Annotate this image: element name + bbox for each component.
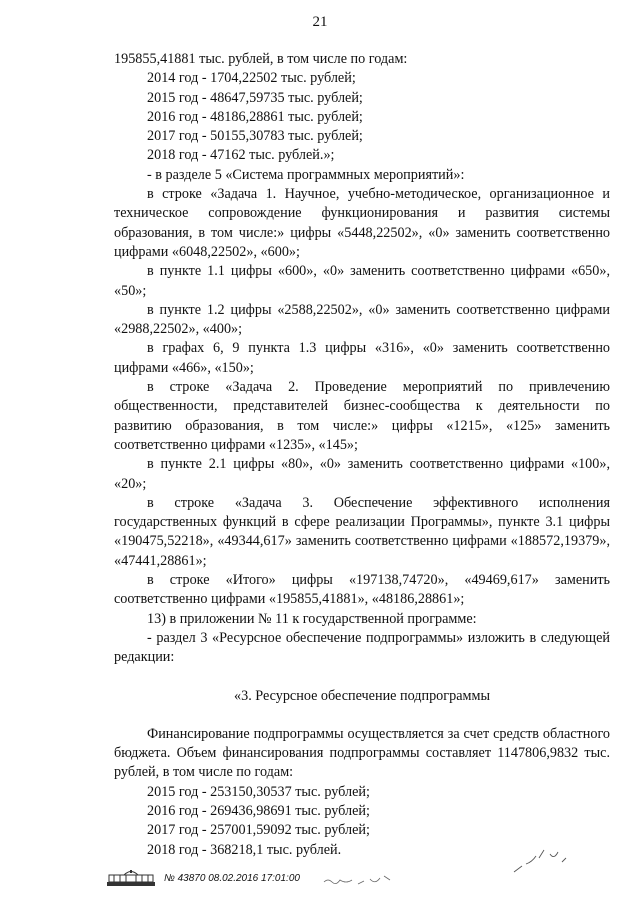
paragraph: в строке «Задача 1. Научное, учебно-методическое, организационное и техническое сопровождение функционирования и развития системы образования, в том числе:» цифры «5448,22502», «0» заменить соответственно цифрами «6048,22502», «600»; xyxy=(114,186,610,260)
paragraph: в пункте 2.1 цифры «80», «0» заменить соответственно цифрами «100», «20»; xyxy=(114,456,610,492)
paragraph: 2017 год - 50155,30783 тыс. рублей; xyxy=(147,128,363,145)
paragraph: в пункте 1.2 цифры «2588,22502», «0» заменить соответственно цифрами «2988,22502», «400»; xyxy=(114,301,610,338)
paragraph: в строке «Задача 3. Обеспечение эффективного исполнения государственных функций в сфере реализации Программы», пункте 3.1 цифры «190475,52218», «49344,617» заменить соответственно цифрами «188572,19379», «47441,28861»; xyxy=(114,494,610,569)
paragraph: 2014 год - 1704,22502 тыс. рублей; xyxy=(147,70,356,87)
paragraph: 2015 год - 253150,30537 тыс. рублей; xyxy=(147,783,370,800)
paragraph: Финансирование подпрограммы осуществляется за счет средств областного бюджета. Объем финансирования подпрограммы составляет 1147806,9832 тыс. рублей, в том числе по годам: xyxy=(114,725,610,781)
paragraph: в графах 6, 9 пункта 1.3 цифры «316», «0» заменить соответственно цифрами «466», «150»; xyxy=(114,340,610,376)
paragraph: 2017 год - 257001,59092 тыс. рублей; xyxy=(147,822,370,839)
parliament-building-logo-icon xyxy=(106,869,156,887)
paragraph: 2015 год - 48647,59735 тыс. рублей; xyxy=(147,89,363,106)
paragraph: 2016 год - 48186,28861 тыс. рублей; xyxy=(147,108,363,125)
paragraph: 2016 год - 269436,98691 тыс. рублей; xyxy=(147,802,370,819)
paragraph: в строке «Задача 2. Проведение мероприятий по привлечению общественности, представителей бизнес-сообщества к деятельности по развитию образования, в том числе:» цифры «1215», «125» заменить соответственно цифрами «1235», «145»; xyxy=(114,379,610,453)
page-number: 21 xyxy=(312,14,328,30)
registration-stamp: № 43870 08.02.2016 17:01:00 xyxy=(164,872,300,884)
paragraph: - в разделе 5 «Система программных мероприятий»: xyxy=(147,166,465,183)
paragraph: 2018 год - 368218,1 тыс. рублей. xyxy=(147,841,342,858)
handwritten-signature xyxy=(510,848,570,878)
paragraph: 195855,41881 тыс. рублей, в том числе по годам: xyxy=(114,51,408,67)
paragraph: - раздел 3 «Ресурсное обеспечение подпрограммы» изложить в следующей редакции: xyxy=(114,629,610,666)
document-body xyxy=(114,50,610,860)
paragraph: 2018 год - 47162 тыс. рублей.»; xyxy=(147,147,335,164)
document-footer xyxy=(106,866,300,890)
paragraph: в строке «Итого» цифры «197138,74720», «49469,617» заменить соответственно цифрами «195855,41881», «48186,28861»; xyxy=(114,572,610,608)
handwritten-mark xyxy=(322,868,392,890)
paragraph: в пункте 1.1 цифры «600», «0» заменить соответственно цифрами «650», «50»; xyxy=(114,263,610,299)
paragraph: 13) в приложении № 11 к государственной программе: xyxy=(147,610,477,627)
paragraph: «3. Ресурсное обеспечение подпрограммы xyxy=(234,687,490,704)
